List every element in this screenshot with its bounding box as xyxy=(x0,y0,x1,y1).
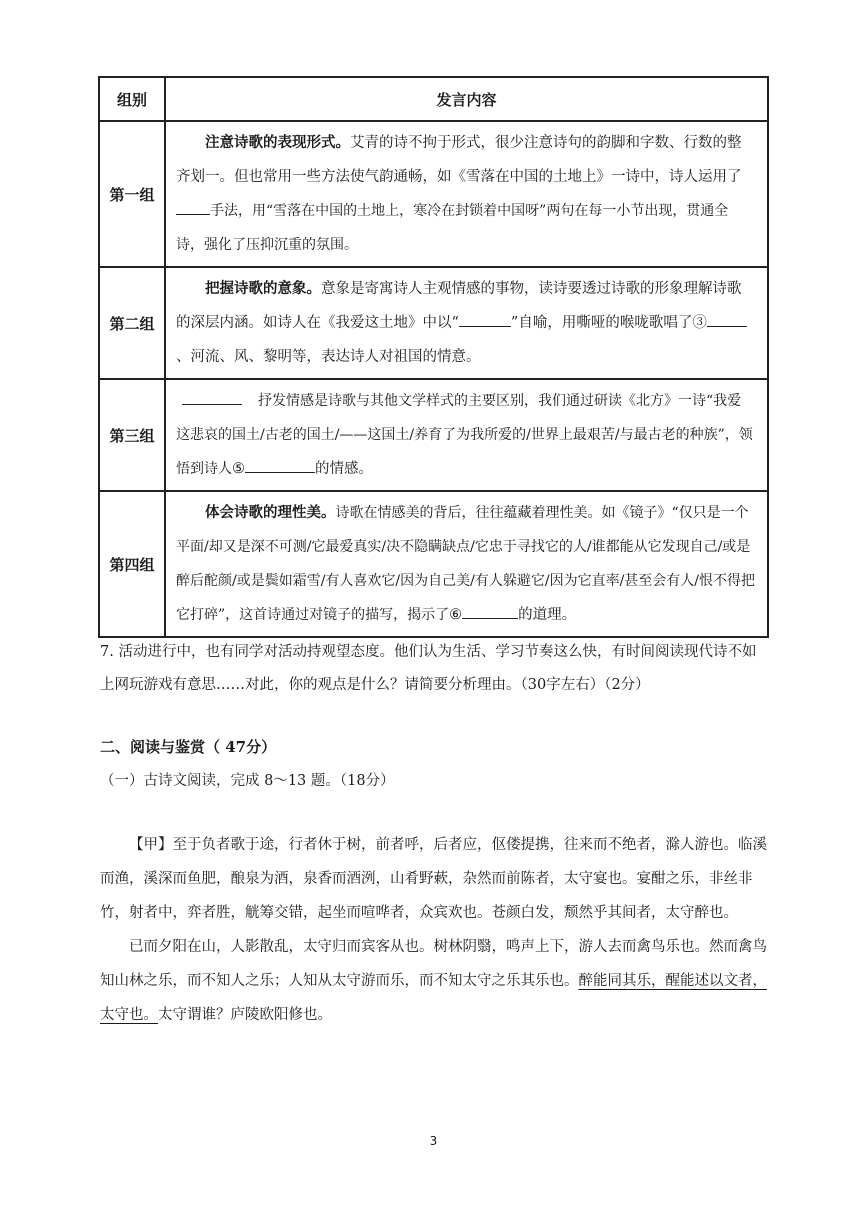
row-text: 艾青的诗不拘于形式，很少注意诗句的韵脚和字数、行数的整齐划一。但也常用一些方法使气韵通畅，如《雪落在中国的土地上》一诗中，诗人运用了 xyxy=(176,135,742,185)
table-row xyxy=(99,121,768,267)
blank-number: ⑤ xyxy=(232,461,245,477)
blank-number: ③ xyxy=(692,315,707,331)
answer-blank[interactable] xyxy=(176,196,210,215)
table-header-row xyxy=(99,77,768,121)
table-row xyxy=(99,491,768,637)
passage-text: 已而夕阳在山，人影散乱，太守归而宾客从也。树林阴翳，鸣声上下，游人去而禽鸟乐也。然而禽鸟知山林之乐，而不知人之乐；人知从太守游而乐，而不知太守之乐其乐也。 xyxy=(100,939,767,989)
underlined-sentence: 醉能同其乐，醒能述以文者，太守也。 xyxy=(100,973,767,1023)
group-label: 第三组 xyxy=(99,379,165,491)
subsection-title: （一）古诗文阅读，完成 8～13 题。（18分） xyxy=(100,773,395,789)
header-group: 组别 xyxy=(99,77,165,121)
answer-blank[interactable] xyxy=(462,600,518,619)
question-7: 7. 活动进行中，也有同学对活动持观望态度。他们认为生活、学习节奏这么快，有时间阅读现代诗不如上网玩游戏有意思……对此，你的观点是什么？请简要分析理由。（30字左右）（2分） xyxy=(100,644,757,693)
row-text: 诗歌在情感美的背后，往往蕴藏着理性美。如《镜子》“仅只是一个平面/却又是深不可测/它最爱真实/决不隐瞒缺点/它忠于寻找它的人/谁都能从它发现自己/或是醉后酡颜/或是鬓如霜雪/有人喜欢它/因为自己美/有人躲避它/因为它直率/甚至会有人/恨不得把它打碎”，这首诗通过对镜子的描写，揭示了 xyxy=(176,505,756,623)
row-title: 体会诗歌的理性美。 xyxy=(205,504,336,521)
answer-blank[interactable] xyxy=(459,308,511,327)
discussion-table xyxy=(98,76,769,638)
group-label: 第四组 xyxy=(99,491,165,637)
row-text: 的道理。 xyxy=(518,607,577,623)
page-number: 3 xyxy=(429,1134,438,1148)
row-title: 注意诗歌的表现形式。 xyxy=(205,134,350,151)
answer-blank[interactable] xyxy=(707,308,747,327)
answer-blank[interactable] xyxy=(182,386,242,405)
row-content xyxy=(165,267,768,379)
table-row xyxy=(99,267,768,379)
row-title: 把握诗歌的意象。 xyxy=(205,280,321,297)
row-content xyxy=(165,491,768,637)
row-content xyxy=(165,379,768,491)
section-title: 二、阅读与鉴赏（ 47分） xyxy=(100,738,277,756)
passage-paragraph xyxy=(100,930,772,1032)
blank-number: ⑥ xyxy=(449,607,463,623)
row-text: 抒发情感是诗歌与其他文学样式的主要区别，我们通过研读《北方》一诗“我爱这悲哀的国土/古老的国土/——这国土/养育了为我所爱的/世界上最艰苦/与最古老的种族”，领悟到诗人 xyxy=(176,393,753,477)
row-content xyxy=(165,121,768,267)
table-row xyxy=(99,379,768,491)
group-label: 第二组 xyxy=(99,267,165,379)
row-text: 意象是寄寓诗人主观情感的事物，读诗要透过诗歌的形象理解诗歌的深层内涵。如诗人在《我爱这土地》中以“ xyxy=(176,281,742,331)
classical-passage xyxy=(100,828,772,1032)
group-label: 第一组 xyxy=(99,121,165,267)
passage-text: 太守谓谁？庐陵欧阳修也。 xyxy=(158,1007,332,1023)
row-text: 、河流、风、黎明等，表达诗人对祖国的情意。 xyxy=(176,349,481,365)
answer-blank[interactable] xyxy=(245,454,315,473)
row-text: 手法，用“雪落在中国的土地上，寒冷在封锁着中国呀”两句在每一小节出现，贯通全诗，强化了压抑沉重的氛围。 xyxy=(176,203,729,253)
header-content: 发言内容 xyxy=(165,77,768,121)
passage-paragraph: 【甲】至于负者歌于途，行者休于树，前者呼，后者应，伛偻提携，往来而不绝者，滁人游也。临溪而渔，溪深而鱼肥，酿泉为酒，泉香而酒洌，山肴野蔌，杂然而前陈者，太守宴也。宴酣之乐，非丝非竹，射者中，弈者胜，觥筹交错，起坐而喧哗者，众宾欢也。苍颜白发，颓然乎其间者，太守醉也。 xyxy=(100,837,767,921)
row-text: ”自喻，用嘶哑的喉咙歌唱了 xyxy=(510,315,693,331)
row-text: 的情感。 xyxy=(315,461,373,477)
